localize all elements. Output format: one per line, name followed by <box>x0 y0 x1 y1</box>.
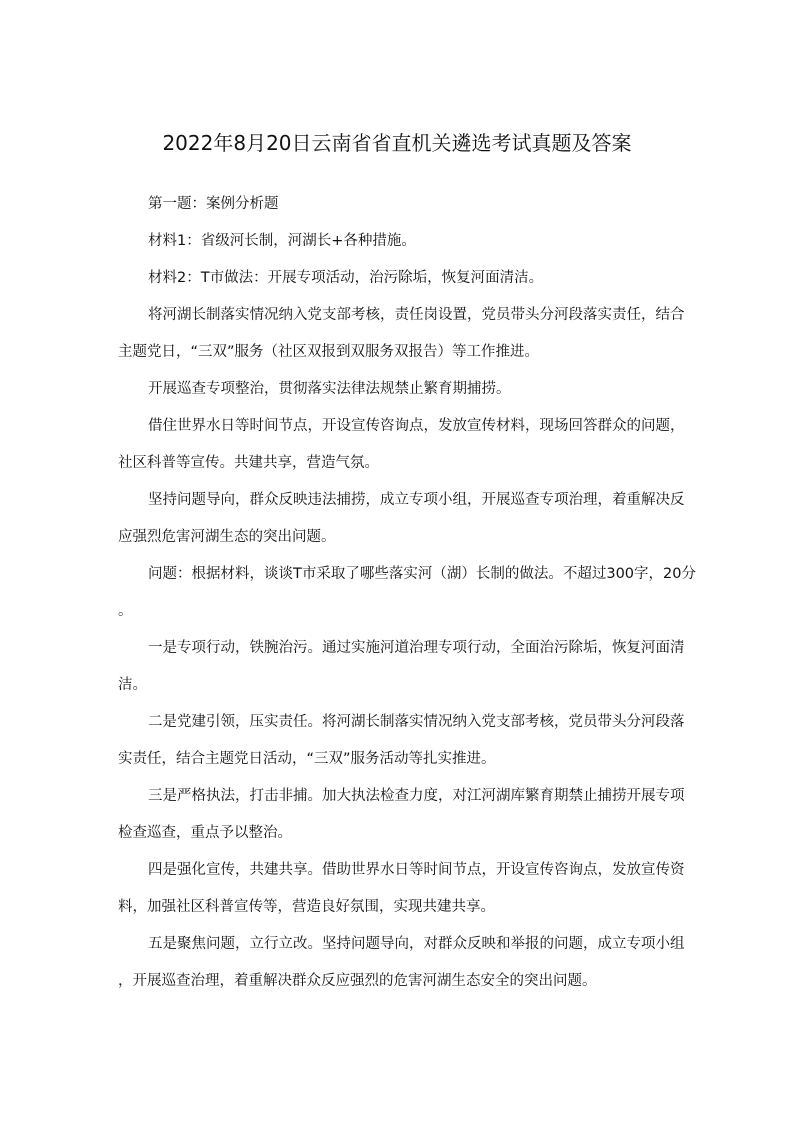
paragraph-line: 应强烈危害河湖生态的突出问题。 <box>118 529 336 545</box>
paragraph <box>118 223 694 260</box>
paragraph <box>118 556 694 630</box>
paragraph-line: 二是党建引领，压实责任。将河湖长制落实情况纳入党支部考核，党员带头分河段落 <box>148 714 685 730</box>
paragraph-line: 三是严格执法，打击非捕。加大执法检查力度，对江河湖库繁育期禁止捕捞开展专项 <box>148 788 685 804</box>
paragraph <box>118 297 694 371</box>
paragraph-line: ，开展巡查治理，着重解决群众反应强烈的危害河湖生态安全的突出问题。 <box>118 973 597 989</box>
paragraph-line: 借住世界水日等时间节点，开设宣传咨询点，发放宣传材料，现场回答群众的问题， <box>148 418 685 434</box>
paragraph <box>118 260 694 297</box>
paragraph-line: 主题党日，“三双”服务（社区双报到双服务双报告）等工作推进。 <box>118 344 540 360</box>
paragraph-line: 材料2：T市做法：开展专项活动，治污除垢，恢复河面清洁。 <box>148 270 544 286</box>
paragraph-line: 检查巡查，重点予以整治。 <box>118 825 292 841</box>
paragraph-line: 将河湖长制落实情况纳入党支部考核，责任岗设置，党员带头分河段落实责任，结合 <box>148 307 685 323</box>
paragraph <box>118 704 694 778</box>
paragraph-line: 社区科普等宣传。共建共享，营造气氛。 <box>118 455 379 471</box>
paragraph <box>118 778 694 852</box>
paragraph <box>118 852 694 926</box>
paragraph <box>118 408 694 482</box>
paragraph-line: 开展巡查专项整治，贯彻落实法律法规禁止繁育期捕捞。 <box>148 381 511 397</box>
document-body <box>118 186 694 1000</box>
paragraph-line: 问题：根据材料，谈谈T市采取了哪些落实河（湖）长制的做法。不超过300字，20分 <box>148 566 696 582</box>
paragraph-line: 洁。 <box>118 677 147 693</box>
paragraph-line: 一是专项行动，铁腕治污。通过实施河道治理专项行动，全面治污除垢，恢复河面清 <box>148 640 685 656</box>
document-title: 2022年8月20日云南省省直机关遴选考试真题及答案 <box>162 131 632 155</box>
paragraph-line: 第一题：案例分析题 <box>148 196 279 212</box>
paragraph <box>118 186 694 223</box>
paragraph-line: 四是强化宣传，共建共享。借助世界水日等时间节点，开设宣传咨询点，发放宣传资 <box>148 862 685 878</box>
paragraph-line: 料，加强社区科普宣传等，营造良好氛围，实现共建共享。 <box>118 899 495 915</box>
paragraph-line: 。 <box>118 603 133 619</box>
paragraph-line: 坚持问题导向，群众反映违法捕捞，成立专项小组，开展巡查专项治理，着重解决反 <box>148 492 685 508</box>
paragraph <box>118 630 694 704</box>
paragraph <box>118 926 694 1000</box>
paragraph <box>118 371 694 408</box>
paragraph-line: 材料1：省级河长制，河湖长+各种措施。 <box>148 233 416 249</box>
paragraph-line: 实责任，结合主题党日活动，“三双”服务活动等扎实推进。 <box>118 751 496 767</box>
paragraph <box>118 482 694 556</box>
paragraph-line: 五是聚焦问题，立行立改。坚持问题导向，对群众反映和举报的问题，成立专项小组 <box>148 936 685 952</box>
